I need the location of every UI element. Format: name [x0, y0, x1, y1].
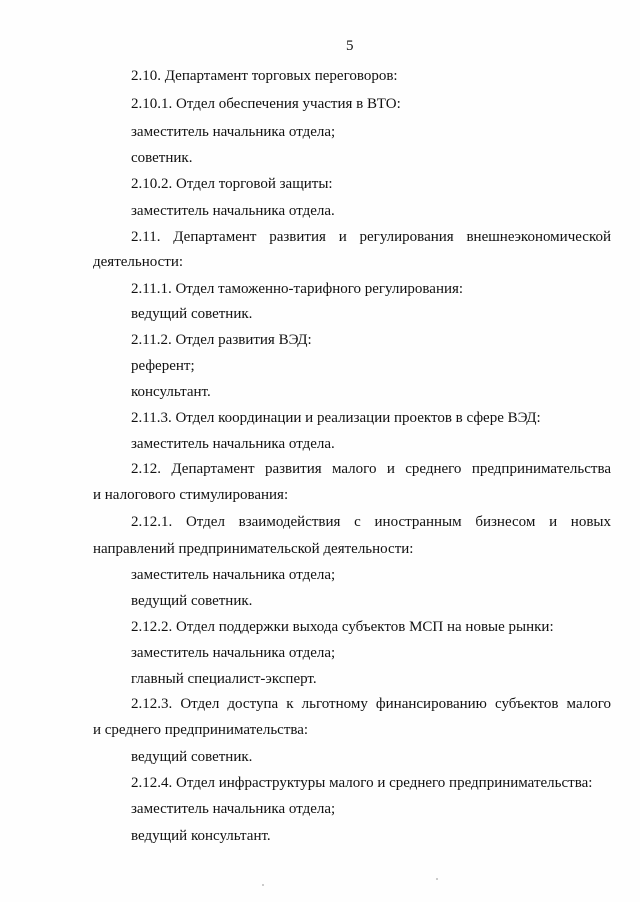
section-2-12-heading-line2: и налогового стимулирования: — [93, 487, 289, 503]
position-item: ведущий советник. — [131, 593, 253, 609]
position-item: заместитель начальника отдела; — [131, 124, 336, 140]
section-2-11-heading-line2: деятельности: — [93, 254, 184, 270]
position-item: заместитель начальника отдела. — [131, 203, 335, 219]
subsection-2-11-2-heading: 2.11.2. Отдел развития ВЭД: — [131, 332, 312, 348]
subsection-2-11-3-heading: 2.11.3. Отдел координации и реализации проектов в сфере ВЭД: — [131, 410, 541, 426]
position-item: главный специалист-эксперт. — [131, 671, 317, 687]
position-item: заместитель начальника отдела. — [131, 436, 335, 452]
subsection-2-12-3-heading-line2: и среднего предпринимательства: — [93, 722, 309, 738]
position-item: ведущий советник. — [131, 749, 253, 765]
page-number: 5 — [346, 38, 354, 54]
position-item: консультант. — [131, 384, 211, 400]
subsection-2-10-2-heading: 2.10.2. Отдел торговой защиты: — [131, 176, 333, 192]
subsection-2-12-1-heading-line2: направлений предпринимательской деятельности: — [93, 541, 414, 557]
subsection-2-12-2-heading: 2.12.2. Отдел поддержки выхода субъектов МСП на новые рынки: — [131, 619, 554, 635]
position-item: ведущий консультант. — [131, 828, 271, 844]
subsection-2-12-1-heading-line1: 2.12.1. Отдел взаимодействия с иностранным бизнесом и новых — [131, 514, 611, 530]
position-item: заместитель начальника отдела; — [131, 567, 336, 583]
subsection-2-11-1-heading: 2.11.1. Отдел таможенно-тарифного регулирования: — [131, 281, 464, 297]
section-2-12-heading-line1: 2.12. Департамент развития малого и среднего предпринимательства — [131, 461, 611, 477]
subsection-2-10-1-heading: 2.10.1. Отдел обеспечения участия в ВТО: — [131, 96, 401, 112]
scan-speck — [262, 884, 264, 886]
subsection-2-12-4-heading: 2.12.4. Отдел инфраструктуры малого и среднего предпринимательства: — [131, 775, 593, 791]
section-2-10-heading: 2.10. Департамент торговых переговоров: — [131, 68, 398, 84]
position-item: ведущий советник. — [131, 306, 253, 322]
section-2-11-heading-line1: 2.11. Департамент развития и регулирования внешнеэкономической — [131, 229, 611, 245]
subsection-2-12-3-heading-line1: 2.12.3. Отдел доступа к льготному финансированию субъектов малого — [131, 696, 611, 712]
position-item: референт; — [131, 358, 195, 374]
position-item: советник. — [131, 150, 193, 166]
position-item: заместитель начальника отдела; — [131, 645, 336, 661]
position-item: заместитель начальника отдела; — [131, 801, 336, 817]
scan-speck — [436, 878, 438, 880]
